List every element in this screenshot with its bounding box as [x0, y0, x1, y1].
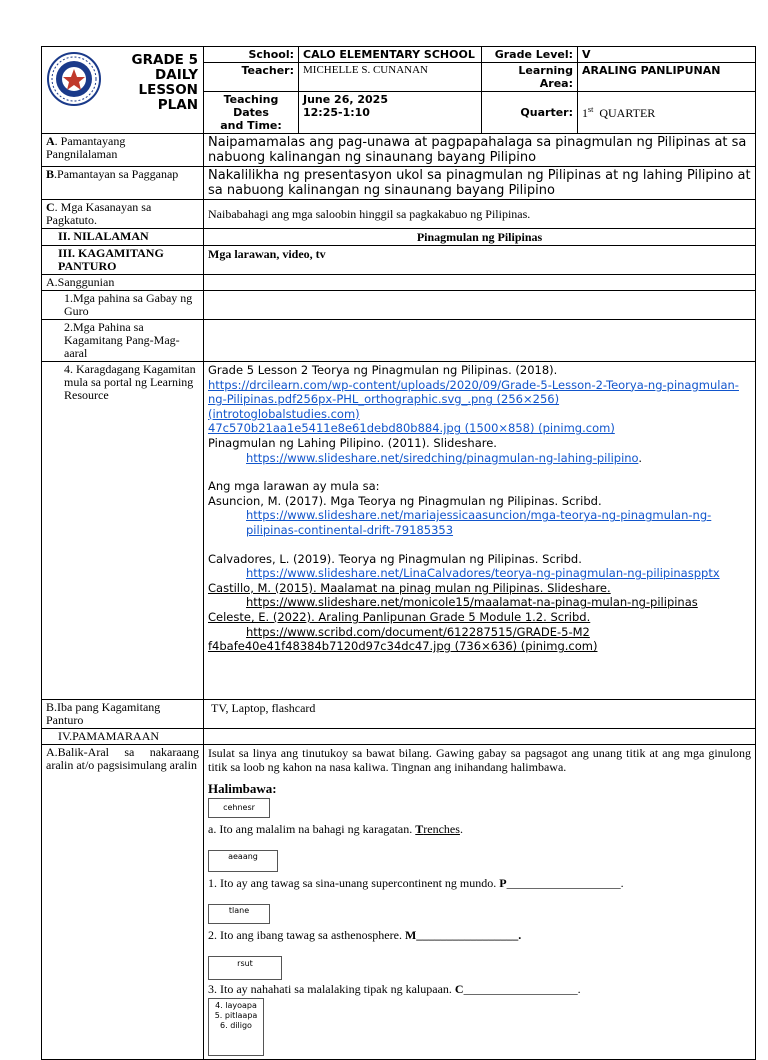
- reference-link[interactable]: https://www.slideshare.net/monicole15/maalamat-na-pinag-mulan-ng-pilipinas: [246, 595, 698, 610]
- grade-level-value: V: [578, 47, 756, 63]
- reference-link[interactable]: https://www.slideshare.net/siredching/pinagmulan-ng-lahing-pilipino: [246, 450, 639, 465]
- references-cell: [204, 362, 756, 700]
- question-item: [208, 982, 751, 996]
- pamantayang-pangnilalaman-text: Naipamamalas ang pag-unawa at pagpapahalaga sa pinagmulan ng Pilipinas at sa nabuong kalinangan ng sinaunang bayang Pilipino: [204, 134, 756, 167]
- reference-link[interactable]: https://www.scribd.com/document/612287515/GRADE-5-M2: [246, 624, 590, 639]
- quarter-word: QUARTER: [599, 105, 656, 120]
- pamamaraan-value: [204, 729, 756, 745]
- label-text: . Mga Kasanayan sa Pagkatuto.: [46, 200, 152, 227]
- time-value: 12:25-1:10: [303, 106, 370, 119]
- quarter-number: 1: [582, 105, 588, 120]
- pamamaraan-label: IV.PAMAMARAAN: [42, 729, 204, 745]
- reference-link[interactable]: https://www.slideshare.net/LinaCalvadores/teorya-ng-pinagmulan-ng-pilipinaspptx: [246, 566, 720, 581]
- scrambled-letters-box: cehnesr: [208, 798, 270, 818]
- example-answer: renches: [423, 822, 460, 836]
- reference-link[interactable]: (introtoglobalstudies.com): [208, 406, 360, 421]
- pamantayan-sa-pagganap-text: Nakalilikha ng presentasyon ukol sa pinagmulan ng Pilipinas at ng lahing Pilipino at sa nabuong kalinangan ng sinaunang bayang Pilipino: [204, 167, 756, 200]
- scrambled-letters-box: tlane: [208, 904, 270, 924]
- pamantayang-pangnilalaman-label: [42, 134, 204, 167]
- example-item: [208, 822, 751, 836]
- label-text: . Pamantayang Pangnilalaman: [46, 134, 126, 161]
- learning-area-label: Learning Area:: [482, 63, 578, 92]
- scrambled-word: 6. diligo: [220, 1021, 252, 1030]
- lesson-plan-title: [114, 53, 198, 113]
- images-source-intro: Ang mga larawan ay mula sa:: [208, 479, 380, 494]
- label-letter: A: [46, 134, 55, 148]
- teaching-dates-label: [204, 92, 299, 134]
- title-line: LESSON PLAN: [138, 82, 198, 113]
- pamantayan-sa-pagganap-label: [42, 167, 204, 200]
- reference-text: Pinagmulan ng Lahing Pilipino. (2011). Slideshare.: [208, 435, 497, 450]
- question-text: 2. Ito ang ibang tawag sa asthenosphere.: [208, 928, 405, 942]
- sanggunian-label: A.Sanggunian: [42, 275, 204, 291]
- reference-link[interactable]: https://drcilearn.com/wp-content/uploads/2020/09/Grade-5-Lesson-2-Teorya-ng-pinagmulan-ng-Pilipinas.pdf256px-PHL_orthographic.svg_.png (256×256): [208, 377, 739, 407]
- first-letter-hint: P: [499, 876, 507, 890]
- dates-label-line: Teaching Dates: [223, 93, 279, 119]
- lesson-plan-page: [41, 46, 755, 1060]
- example-question: a. Ito ang malalim na bahagi ng karagatan.: [208, 822, 416, 836]
- scrambled-letters-box: [208, 998, 264, 1056]
- lesson-plan-table: [41, 46, 756, 1060]
- example-period: .: [459, 822, 463, 836]
- scrambled-letters-box: aeaang: [208, 850, 278, 872]
- gabay-guro-label: 1.Mga pahina sa Gabay ng Guro: [42, 291, 204, 320]
- teacher-label: Teacher:: [204, 63, 299, 92]
- reference-link[interactable]: https://www.slideshare.net/mariajessicaasuncion/mga-teorya-ng-pinagmulan-ng-pilipinas-continental-drift-79185353: [246, 508, 712, 537]
- scrambled-word: 4. layoapa: [215, 1001, 257, 1010]
- answer-blank[interactable]: ___________________.: [506, 876, 624, 890]
- title-line: DAILY: [155, 67, 198, 83]
- quarter-suffix: st: [588, 104, 594, 114]
- quarter-value: [578, 92, 756, 134]
- reference-text: Asuncion, M. (2017). Mga Teorya ng Pinagmulan ng Pilipinas. Scribd.: [208, 493, 602, 508]
- gabay-guro-value: [204, 291, 756, 320]
- grade-level-label: Grade Level:: [482, 47, 578, 63]
- school-value: CALO ELEMENTARY SCHOOL: [299, 47, 482, 63]
- iba-pang-kagamitan-text: [204, 700, 756, 729]
- label-letter: B: [46, 167, 55, 181]
- learning-area-value: ARALING PANLIPUNAN: [578, 63, 756, 92]
- kagamitang-mag-aaral-label: 2.Mga Pahina sa Kagamitang Pang-Mag-aaral: [42, 320, 204, 362]
- teaching-dates-value: [299, 92, 482, 134]
- kagamitang-panturo-text: Mga larawan, video, tv: [204, 246, 756, 275]
- question-text: 1. Ito ay ang tawag sa sina-unang supercontinent ng mundo.: [208, 876, 500, 890]
- example-heading: Halimbawa:: [208, 781, 277, 796]
- nilalaman-label: II. NILALAMAN: [42, 229, 204, 246]
- iba-pang-kagamitan-label: B.Iba pang Kagamitang Panturo: [42, 700, 204, 729]
- reference-text: Grade 5 Lesson 2 Teorya ng Pinagmulan ng Pilipinas. (2018).: [208, 363, 558, 377]
- reference-link[interactable]: 47c570b21aa1e5411e8e61debd80b884.jpg (1500×858) (pinimg.com): [208, 421, 615, 436]
- karagdagang-kagamitan-label: 4. Karagdagang Kagamitan mula sa portal ng Learning Resource: [42, 362, 204, 700]
- reference-period: .: [638, 450, 643, 465]
- reference-text: Calvadores, L. (2019). Teorya ng Pinagmulan ng Pilipinas. Scribd.: [208, 551, 582, 566]
- kagamitang-panturo-label: III. KAGAMITANG PANTURO: [42, 246, 204, 275]
- reference-link[interactable]: f4bafe40e41f48384b7120d97c34dc47.jpg (736×636) (pinimg.com): [208, 639, 598, 654]
- title-block: [42, 47, 204, 134]
- label-letter: C: [46, 200, 55, 214]
- nilalaman-text: Pinagmulan ng Pilipinas: [204, 229, 756, 246]
- reference-text: Celeste, E. (2022). Araling Panlipunan Grade 5 Module 1.2. Scribd.: [208, 609, 591, 624]
- quarter-label: Quarter:: [482, 92, 578, 134]
- example-answer-first-letter: T: [415, 822, 424, 836]
- iba-pang-kagamitan-value: TV, Laptop, flashcard: [211, 701, 316, 715]
- answer-blank[interactable]: _________________.: [416, 928, 522, 942]
- kasanayan-label: [42, 200, 204, 229]
- question-text: 3. Ito ay nahahati sa malalaking tipak ng kalupaan.: [208, 982, 455, 996]
- date-value: June 26, 2025: [303, 93, 388, 106]
- title-line: GRADE 5: [131, 52, 198, 68]
- first-letter-hint: C: [454, 982, 464, 996]
- reference-text: Castillo, M. (2015). Maalamat na pinag mulan ng Pilipinas. Slideshare.: [208, 580, 611, 595]
- answer-blank[interactable]: ___________________.: [463, 982, 581, 996]
- scrambled-word: 5. pitlaapa: [214, 1011, 258, 1020]
- question-item: [208, 876, 751, 890]
- question-item: [208, 928, 751, 942]
- school-label: School:: [204, 47, 299, 63]
- scrambled-letters-box: rsut: [208, 956, 282, 980]
- teacher-value: MICHELLE S. CUNANAN: [299, 63, 482, 92]
- sanggunian-value: [204, 275, 756, 291]
- label-text: .Pamantayan sa Pagganap: [54, 167, 179, 181]
- kagamitang-mag-aaral-value: [204, 320, 756, 362]
- balik-aral-activity: [204, 745, 756, 1060]
- first-letter-hint: M: [404, 928, 417, 942]
- balik-aral-label: A.Balik-Aral sa nakaraang aralin at/o pagsisimulang aralin: [42, 745, 204, 1060]
- activity-instructions: Isulat sa linya ang tinutukoy sa bawat bilang. Gawing gabay sa pagsagot ang unang titik at ang mga ginulong titik sa loob ng kahon na nasa kaliwa. Tingnan ang inihandang halimbawa.: [208, 746, 751, 774]
- deped-seal-icon: [46, 51, 102, 107]
- kasanayan-text: Naibabahagi ang mga saloobin hinggil sa pagkakabuo ng Pilipinas.: [204, 200, 756, 229]
- dates-label-line: and Time:: [220, 119, 282, 132]
